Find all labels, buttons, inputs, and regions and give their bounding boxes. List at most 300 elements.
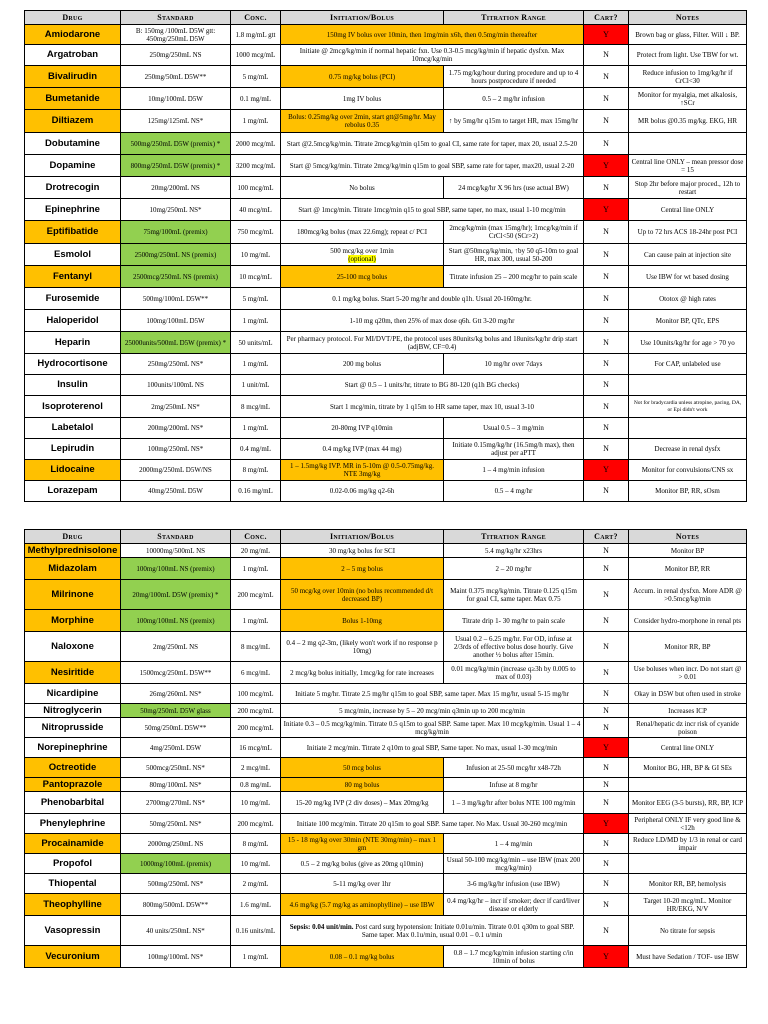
titration-range: 1 – 4 mg/min infusion xyxy=(444,460,584,481)
initiation-bolus xyxy=(281,266,444,288)
notes: Monitor EEG (3-5 bursts), RR, BP, ICP xyxy=(629,792,747,814)
titration-range: ↑ by 5mg/hr q15m to target HR, max 15mg/hr xyxy=(444,110,584,133)
standard-concentration: 250mg/250mL NS xyxy=(121,45,231,66)
initiation-bolus xyxy=(281,354,444,375)
initiation-titration xyxy=(281,704,584,718)
final-concentration: 1.6 mg/mL xyxy=(231,894,281,916)
cart-flag: N xyxy=(584,874,629,894)
drug-row xyxy=(25,481,747,502)
drug-row xyxy=(25,199,747,221)
standard-concentration: 250mg/250mL NS* xyxy=(121,354,231,375)
cart-flag: Y xyxy=(584,155,629,177)
cart-flag: Y xyxy=(584,814,629,834)
notes: Must have Sedation / TOF- use IBW xyxy=(629,946,747,968)
final-concentration: 10 mg/mL xyxy=(231,854,281,874)
standard-concentration: 80mg/100mL NS* xyxy=(121,778,231,792)
initiation-titration xyxy=(281,288,584,310)
standard-concentration: 50mg/250mL NS* xyxy=(121,814,231,834)
notes: Monitor BP, RR, sOsm xyxy=(629,481,747,502)
drug-name: Bumetanide xyxy=(25,88,121,110)
initiation-text: 50 mcg bolus xyxy=(343,763,381,772)
drug-name: Phenylephrine xyxy=(25,814,121,834)
initiation-bolus xyxy=(281,177,444,199)
standard-concentration: 75mg/100mL (premix) xyxy=(121,221,231,244)
final-concentration: 16 mcg/mL xyxy=(231,738,281,758)
column-header: Initiation/Bolus xyxy=(281,11,444,25)
titration-range: 24 mcg/kg/hr X 96 hrs (use actual BW) xyxy=(444,177,584,199)
titration-range: Usual 0.2 – 6.25 mg/hr. For OD, infuse at 2/3rds of effective bolus dose hourly. Give another ½ bolus after 15min. xyxy=(444,632,584,662)
header-row xyxy=(25,530,747,544)
drug-name: Nesiritide xyxy=(25,662,121,684)
drug-row xyxy=(25,110,747,133)
cart-flag: N xyxy=(584,310,629,332)
standard-concentration: 50mg/250mL D5W** xyxy=(121,718,231,738)
final-concentration: 1 mg/mL xyxy=(231,110,281,133)
initiation-text: Initiate @ 2mcg/kg/min if normal hepatic fxn. Use 0.3-0.5 mcg/kg/min if hepatic dysfxn. Max 10mcg/kg/min xyxy=(299,47,565,63)
notes: No titrate for sepsis xyxy=(629,916,747,946)
final-concentration: 100 mcg/mL xyxy=(231,684,281,704)
initiation-bolus xyxy=(281,460,444,481)
final-concentration: 1 mg/mL xyxy=(231,310,281,332)
cart-flag: N xyxy=(584,133,629,155)
drug-row xyxy=(25,375,747,396)
drug-row xyxy=(25,133,747,155)
drug-name: Propofol xyxy=(25,854,121,874)
final-concentration: 10 mcg/mL xyxy=(231,266,281,288)
titration-range: 0.01 mcg/kg/min (increase q≥3h by 0.005 to max of 0.03) xyxy=(444,662,584,684)
final-concentration: 200 mcg/mL xyxy=(231,704,281,718)
drug-row xyxy=(25,854,747,874)
initiation-text: 2 – 5 mg bolus xyxy=(341,564,383,573)
initiation-text: 50 mcg/kg over 10min (no bolus recommended d/t decreased BP) xyxy=(290,586,434,603)
column-header: Notes xyxy=(629,530,747,544)
cart-flag: N xyxy=(584,332,629,354)
titration-range: Usual 50-100 mcg/kg/min – use IBW (max 200 mcg/kg/min) xyxy=(444,854,584,874)
column-header: Drug xyxy=(25,11,121,25)
titration-range: 2mcg/kg/min (max 15mg/hr); 1mcg/kg/min if CrCl<50 (SCr>2) xyxy=(444,221,584,244)
initiation-text: No bolus xyxy=(349,183,375,192)
standard-concentration: 100mg/100mL NS (premix) xyxy=(121,558,231,580)
drug-row xyxy=(25,946,747,968)
notes: Renal/hepatic dz incr risk of cyanide poison xyxy=(629,718,747,738)
column-header: Notes xyxy=(629,11,747,25)
initiation-bolus xyxy=(281,834,444,854)
final-concentration: 1 mg/mL xyxy=(231,610,281,632)
column-header: Cart? xyxy=(584,530,629,544)
final-concentration: 0.16 units/mL xyxy=(231,916,281,946)
notes: For CAP, unlabeled use xyxy=(629,354,747,375)
drug-name: Isoproterenol xyxy=(25,396,121,418)
notes: Accum. in renal dysfxn. More ADR @ >0.5mcg/kg/min xyxy=(629,580,747,610)
cart-flag: N xyxy=(584,244,629,266)
initiation-bolus xyxy=(281,244,444,266)
cart-flag: N xyxy=(584,558,629,580)
notes: Consider hydro-morphone in renal pts xyxy=(629,610,747,632)
notes: Use IBW for wt based dosing xyxy=(629,266,747,288)
titration-range: Initiate 0.15mg/kg/hr (16.5mg/h max), then adjust per aPTT xyxy=(444,439,584,460)
final-concentration: 200 mcg/mL xyxy=(231,718,281,738)
drug-name: Midazolam xyxy=(25,558,121,580)
drug-row xyxy=(25,177,747,199)
standard-concentration: 2700mg/270mL NS* xyxy=(121,792,231,814)
initiation-bolus xyxy=(281,418,444,439)
initiation-text: Initiate 2 mcg/min. Titrate 2 q10m to goal SBP, Same taper. No max, usual 1-30 mcg/min xyxy=(306,743,558,752)
initiation-titration xyxy=(281,199,584,221)
titration-range: 5.4 mg/kg/hr x23hrs xyxy=(444,544,584,558)
initiation-bolus xyxy=(281,481,444,502)
drug-table-2 xyxy=(24,529,747,968)
drug-name: Nitroprusside xyxy=(25,718,121,738)
notes: Brown bag or glass, Filter. Will ↓ BP. xyxy=(629,25,747,45)
drug-row xyxy=(25,610,747,632)
cart-flag: N xyxy=(584,221,629,244)
final-concentration: 20 mg/mL xyxy=(231,544,281,558)
cart-flag: N xyxy=(584,778,629,792)
cart-flag: Y xyxy=(584,946,629,968)
cart-flag: Y xyxy=(584,460,629,481)
cart-flag: N xyxy=(584,718,629,738)
drug-row xyxy=(25,662,747,684)
drug-row xyxy=(25,418,747,439)
drug-name: Lorazepam xyxy=(25,481,121,502)
drug-row xyxy=(25,266,747,288)
initiation-text: Start @ 5mcg/kg/min. Titrate 2mcg/kg/min q15m to goal SBP, same rate for taper, max20, usual 2-20 xyxy=(289,161,575,170)
initiation-bolus xyxy=(281,758,444,778)
drug-row xyxy=(25,632,747,662)
column-header: Conc. xyxy=(231,11,281,25)
drug-row xyxy=(25,332,747,354)
drug-row xyxy=(25,778,747,792)
final-concentration: 1.8 mg/mL gtt xyxy=(231,25,281,45)
titration-range: Infuse at 8 mg/hr xyxy=(444,778,584,792)
cart-flag: N xyxy=(584,854,629,874)
final-concentration: 2 mg/mL xyxy=(231,874,281,894)
drug-name: Labetalol xyxy=(25,418,121,439)
initiation-text: 25-100 mcg bolus xyxy=(336,272,388,281)
initiation-bolus xyxy=(281,854,444,874)
drug-name: Dobutamine xyxy=(25,133,121,155)
initiation-text: Start 1 mcg/min, titrate by 1 q15m to HR same taper, max 10, usual 3-10 xyxy=(329,402,535,411)
titration-range: 3-6 mg/kg/hr infusion (use IBW) xyxy=(444,874,584,894)
initiation-text: Bolus: 0.25mg/kg over 2min, start gtt@5mg/hr. May rebolus 0.35 xyxy=(288,113,436,129)
drug-name: Milrinone xyxy=(25,580,121,610)
drug-name: Heparin xyxy=(25,332,121,354)
drug-row xyxy=(25,244,747,266)
cart-flag: Y xyxy=(584,25,629,45)
final-concentration: 200 mcg/mL xyxy=(231,814,281,834)
drug-name: Procainamide xyxy=(25,834,121,854)
notes: Central line ONLY xyxy=(629,199,747,221)
drug-name: Diltiazem xyxy=(25,110,121,133)
standard-concentration: 10mg/100mL D5W xyxy=(121,88,231,110)
titration-range: 2 – 20 mg/hr xyxy=(444,558,584,580)
initiation-text: 180mcg/kg bolus (max 22.6mg); repeat c/ PCI xyxy=(296,228,428,236)
initiation-text: 80 mg bolus xyxy=(344,780,380,789)
initiation-text: 1-10 mg q20m, then 25% of max dose q6h. Gtt 3-20 mg/hr xyxy=(349,316,515,325)
drug-row xyxy=(25,45,747,66)
standard-concentration: 100mg/100mL D5W xyxy=(121,310,231,332)
final-concentration: 100 mcg/mL xyxy=(231,177,281,199)
initiation-bolus xyxy=(281,792,444,814)
initiation-text: Post card surg hypotension: Initiate 0.01u/min. Titrate 0.01 q30m to goal SBP. Same taper. Max 0.1u/min, usual 0.01 – 0.1 u/min xyxy=(355,922,575,939)
notes: Monitor BG, HR, BP & GI SEs xyxy=(629,758,747,778)
cart-flag: Y xyxy=(584,199,629,221)
initiation-bolus xyxy=(281,558,444,580)
drug-name: Lepirudin xyxy=(25,439,121,460)
cart-flag: N xyxy=(584,45,629,66)
cart-flag: N xyxy=(584,916,629,946)
titration-range: 1.75 mg/kg/hour during procedure and up to 4 hours postprocedure if needed xyxy=(444,66,584,88)
notes xyxy=(629,133,747,155)
cart-flag: N xyxy=(584,610,629,632)
notes: Monitor BP, RR xyxy=(629,558,747,580)
standard-concentration: 4mg/250mL D5W xyxy=(121,738,231,758)
drug-name: Nicardipine xyxy=(25,684,121,704)
initiation-bolus xyxy=(281,894,444,916)
notes: Reduce infusion to 1mg/kg/hr if CrCl<30 xyxy=(629,66,747,88)
initiation-text: 1 – 1.5mg/kg IVP. MR in 5-10m @ 0.5-0.75mg/kg. NTE 3mg/kg xyxy=(290,462,434,478)
final-concentration: 0.16 mg/mL xyxy=(231,481,281,502)
drug-row xyxy=(25,684,747,704)
drug-row xyxy=(25,580,747,610)
drug-row xyxy=(25,814,747,834)
cart-flag: N xyxy=(584,662,629,684)
standard-concentration: 100units/100mL NS xyxy=(121,375,231,396)
cart-flag: N xyxy=(584,354,629,375)
notes: Target 10-20 mcg/mL. Monitor HR/EKG, N/V xyxy=(629,894,747,916)
standard-concentration: 125mg/125mL NS* xyxy=(121,110,231,133)
standard-concentration: 800mg/250mL D5W (premix) * xyxy=(121,155,231,177)
final-concentration: 1 mg/mL xyxy=(231,418,281,439)
standard-concentration: 1500mcg/250mL D5W** xyxy=(121,662,231,684)
titration-range: 0.5 – 4 mg/hr xyxy=(444,481,584,502)
final-concentration: 1 mg/mL xyxy=(231,946,281,968)
drug-name: Lidocaine xyxy=(25,460,121,481)
initiation-text: 200 mg bolus xyxy=(342,360,382,368)
drug-row xyxy=(25,460,747,481)
drug-name: Eptifibatide xyxy=(25,221,121,244)
drug-row xyxy=(25,792,747,814)
final-concentration: 1000 mcg/mL xyxy=(231,45,281,66)
cart-flag: N xyxy=(584,375,629,396)
final-concentration: 8 mcg/mL xyxy=(231,396,281,418)
initiation-text: 0.4 – 2 mg q2-3m, (likely won't work if no response p 10mg) xyxy=(286,638,438,655)
drug-name: Epinephrine xyxy=(25,199,121,221)
initiation-text: 500 mcg/kg over 1min xyxy=(330,246,394,255)
drug-row xyxy=(25,288,747,310)
notes: Protect from light. Use TBW for wt. xyxy=(629,45,747,66)
drug-name: Methylprednisolone xyxy=(25,544,121,558)
optional-note: (optional) xyxy=(348,254,376,263)
drug-name: Fentanyl xyxy=(25,266,121,288)
cart-flag: N xyxy=(584,894,629,916)
standard-concentration: 20mg/100mL D5W (premix) * xyxy=(121,580,231,610)
drug-name: Drotrecogin xyxy=(25,177,121,199)
initiation-titration xyxy=(281,396,584,418)
initiation-bolus xyxy=(281,66,444,88)
drug-row xyxy=(25,874,747,894)
standard-concentration: 50mg/250mL D5W glass xyxy=(121,704,231,718)
notes xyxy=(629,375,747,396)
standard-concentration: 1000mg/100mL (premix) xyxy=(121,854,231,874)
column-header: Standard xyxy=(121,11,231,25)
initiation-text: 15-20 mg/kg IVP (2 div doses) – Max 20mg/kg xyxy=(295,798,429,807)
standard-concentration: 40 units/250mL NS* xyxy=(121,916,231,946)
drug-name: Insulin xyxy=(25,375,121,396)
initiation-text: 0.75 mg/kg bolus (PCI) xyxy=(328,72,396,81)
cart-flag: N xyxy=(584,580,629,610)
standard-concentration: 100mg/100mL NS (premix) xyxy=(121,610,231,632)
initiation-bolus xyxy=(281,580,444,610)
notes xyxy=(629,854,747,874)
standard-concentration: 500mg/250mL D5W (premix) * xyxy=(121,133,231,155)
drug-name: Nitroglycerin xyxy=(25,704,121,718)
final-concentration: 8 mcg/mL xyxy=(231,632,281,662)
notes: Not for bradycardia unless atropine, pacing, DA, or Epi didn't work xyxy=(629,396,747,418)
drug-name: Hydrocortisone xyxy=(25,354,121,375)
drug-name: Naloxone xyxy=(25,632,121,662)
final-concentration: 10 mg/mL xyxy=(231,792,281,814)
drug-name: Argatroban xyxy=(25,45,121,66)
standard-concentration: 250mg/50mL D5W** xyxy=(121,66,231,88)
final-concentration: 0.4 mg/mL xyxy=(231,439,281,460)
initiation-bolus xyxy=(281,778,444,792)
drug-row xyxy=(25,396,747,418)
initiation-text: 5-11 mg/kg over 1hr xyxy=(333,879,391,888)
notes: Use boluses when incr. Do not start @ > 0.01 xyxy=(629,662,747,684)
column-header: Drug xyxy=(25,530,121,544)
drug-name: Theophylline xyxy=(25,894,121,916)
standard-concentration: 2500mcg/250mL NS (premix) xyxy=(121,266,231,288)
notes: Monitor RR, BP xyxy=(629,632,747,662)
cart-flag: N xyxy=(584,704,629,718)
cart-flag: N xyxy=(584,288,629,310)
initiation-text: 0.5 – 2 mg/kg bolus (give as 20mg q10min) xyxy=(300,859,424,868)
drug-row xyxy=(25,704,747,718)
cart-flag: N xyxy=(584,177,629,199)
cart-flag: N xyxy=(584,684,629,704)
notes: Central line ONLY – mean pressor dose = 15 xyxy=(629,155,747,177)
final-concentration: 8 mg/mL xyxy=(231,460,281,481)
initiation-bolus xyxy=(281,439,444,460)
cart-flag: N xyxy=(584,266,629,288)
titration-range: 0.4 mg/kg/hr – incr if smoker; decr if card/liver disease or elderly xyxy=(444,894,584,916)
standard-concentration: 800mg/500mL D5W** xyxy=(121,894,231,916)
notes: Central line ONLY xyxy=(629,738,747,758)
final-concentration: 10 mg/mL xyxy=(231,244,281,266)
standard-concentration: 26mg/260mL NS* xyxy=(121,684,231,704)
header-row xyxy=(25,11,747,25)
standard-concentration: 500mcg/250mL NS* xyxy=(121,758,231,778)
titration-range: 0.8 – 1.7 mcg/kg/min infusion starting c/in 10min of bolus xyxy=(444,946,584,968)
drug-name: Bivalirudin xyxy=(25,66,121,88)
drug-row xyxy=(25,88,747,110)
final-concentration: 50 units/mL xyxy=(231,332,281,354)
standard-concentration: 2000mg/250mL NS xyxy=(121,834,231,854)
initiation-text: 0.08 – 0.1 mg/kg bolus xyxy=(329,952,395,961)
cart-flag: N xyxy=(584,758,629,778)
drug-row xyxy=(25,558,747,580)
standard-concentration: 10mg/250mL NS* xyxy=(121,199,231,221)
drug-row xyxy=(25,738,747,758)
initiation-bolus xyxy=(281,544,444,558)
initiation-text: Per pharmacy protocol. For MI/DVT/PE, the protocol uses 80units/kg bolus and 18units/kg/hr drip start (adjBW, CF=0.4) xyxy=(286,334,578,351)
column-header: Titration Range xyxy=(444,11,584,25)
initiation-text: 30 mg/kg bolus for SCI xyxy=(328,546,396,555)
titration-range: 10 mg/hr over 7days xyxy=(444,354,584,375)
standard-concentration: 2500mg/250mL NS (premix) xyxy=(121,244,231,266)
drug-row xyxy=(25,310,747,332)
drug-name: Norepinephrine xyxy=(25,738,121,758)
final-concentration: 2 mcg/mL xyxy=(231,758,281,778)
initiation-bolus xyxy=(281,632,444,662)
standard-concentration: 100mg/100mL NS* xyxy=(121,946,231,968)
notes: Monitor BP xyxy=(629,544,747,558)
drug-name: Haloperidol xyxy=(25,310,121,332)
notes: Peripheral ONLY IF very good line & <12h xyxy=(629,814,747,834)
initiation-titration xyxy=(281,310,584,332)
initiation-bolus xyxy=(281,110,444,133)
initiation-text: 150mg IV bolus over 10min, then 1mg/min x6h, then 0.5mg/min thereafter xyxy=(326,30,538,39)
final-concentration: 3200 mcg/mL xyxy=(231,155,281,177)
initiation-text: Initiate 5 mg/hr. Titrate 2.5 mg/hr q15m to goal SBP, same taper. Max 15 mg/hr, usual 5-15 mg/hr xyxy=(295,689,569,698)
cart-flag: N xyxy=(584,632,629,662)
notes: Reduce LD/MD by 1/3 in renal or card impair xyxy=(629,834,747,854)
initiation-bolus xyxy=(281,610,444,632)
initiation-text: 20-80mg IVP q10min xyxy=(331,424,393,432)
final-concentration: 8 mg/mL xyxy=(231,834,281,854)
initiation-titration xyxy=(281,738,584,758)
initiation-titration xyxy=(281,155,584,177)
drug-name: Thiopental xyxy=(25,874,121,894)
standard-concentration: 200mg/200mL NS* xyxy=(121,418,231,439)
notes xyxy=(629,778,747,792)
cart-flag: N xyxy=(584,792,629,814)
final-concentration: 200 mcg/mL xyxy=(231,580,281,610)
final-concentration: 1 unit/mL xyxy=(231,375,281,396)
notes: Increases ICP xyxy=(629,704,747,718)
notes: Monitor BP, QTc, EPS xyxy=(629,310,747,332)
titration-range: Titrate infusion 25 – 200 mcg/hr to pain scale xyxy=(444,266,584,288)
column-header: Standard xyxy=(121,530,231,544)
final-concentration: 0.1 mg/mL xyxy=(231,88,281,110)
drug-name: Octreotide xyxy=(25,758,121,778)
titration-range: Infusion at 25-50 mcg/hr x48-72h xyxy=(444,758,584,778)
drug-name: Phenobarbital xyxy=(25,792,121,814)
column-header: Conc. xyxy=(231,530,281,544)
cart-flag: N xyxy=(584,66,629,88)
final-concentration: 1 mg/mL xyxy=(231,354,281,375)
final-concentration: 1 mg/mL xyxy=(231,558,281,580)
titration-range: Titrate drip 1- 30 mg/hr to pain scale xyxy=(444,610,584,632)
cart-flag: N xyxy=(584,544,629,558)
cart-flag: N xyxy=(584,110,629,133)
initiation-bolus xyxy=(281,946,444,968)
cart-flag: N xyxy=(584,439,629,460)
cart-flag: N xyxy=(584,481,629,502)
initiation-titration xyxy=(281,133,584,155)
initiation-text: Initiate 0.3 – 0.5 mcg/kg/min. Titrate 0.5 q15m to goal SBP. Same taper. Max 10 mcg/kg/min. Usual 1 – 4 mcg/kg/min xyxy=(283,719,581,736)
initiation-text: 4.6 mg/kg (5.7 mg/kg as aminophylline) – use IBW xyxy=(289,900,435,909)
drug-name: Vasopressin xyxy=(25,916,121,946)
final-concentration: 40 mcg/mL xyxy=(231,199,281,221)
initiation-bolus xyxy=(281,662,444,684)
notes: Use 10units/kg/hr for age > 70 yo xyxy=(629,332,747,354)
notes: Monitor for convulsions/CNS sx xyxy=(629,460,747,481)
notes: Monitor RR, BP, hemolysis xyxy=(629,874,747,894)
notes: MR bolus @0.35 mg/kg. EKG, HR xyxy=(629,110,747,133)
notes xyxy=(629,418,747,439)
